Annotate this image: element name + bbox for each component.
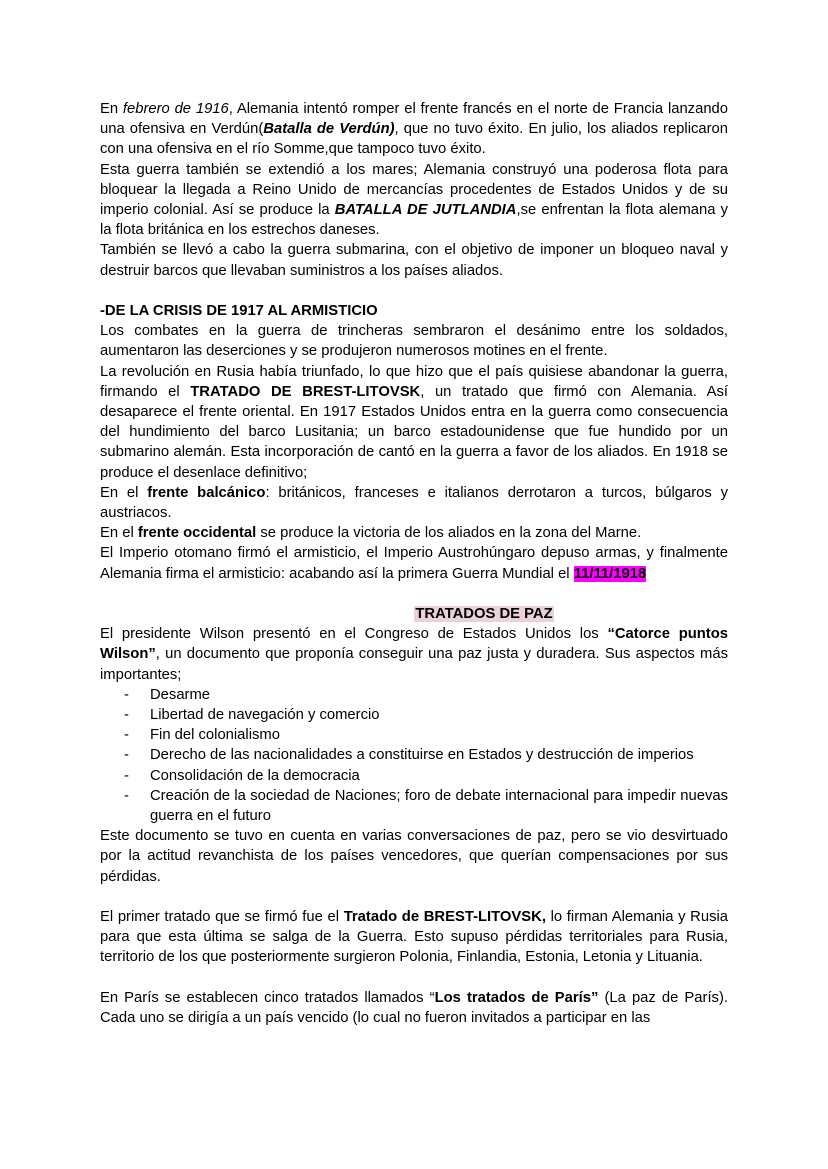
paragraph-revanchism: Este documento se tuvo en cuenta en varias conversaciones de paz, pero se vio desvirtuado por la actitud revanchista de los países vencedores, que querían compensaciones por sus pérdidas. bbox=[100, 828, 728, 885]
text: En el bbox=[100, 484, 148, 501]
text: La revolución en Rusia había triunfado, lo que hizo que el país quisiese abandonar la guerra, firmando el bbox=[100, 363, 728, 400]
paragraph-balkan-front bbox=[100, 483, 728, 523]
paragraph-jutlandia bbox=[100, 160, 728, 241]
text: En París se establecen cinco tratados llamados “ bbox=[100, 989, 435, 1006]
text: lo firman Alemania y Rusia para que esta última se salga de la Guerra. Esto supuso pérdidas territoriales para Rusia, territorio de los que posteriormente surgieron Polonia, Finlandia, Estonia, Letonia y Lituania. bbox=[100, 909, 728, 966]
battle-name: BATALLA DE JUTLANDIA bbox=[334, 202, 517, 219]
text: En el bbox=[100, 525, 138, 542]
section-heading: -DE LA CRISIS DE 1917 AL ARMISTICIO bbox=[100, 303, 378, 320]
text: ,se enfrentan la flota alemana y la flota británica en los estrechos daneses. bbox=[100, 202, 728, 239]
section-title-highlight: TRATADOS DE PAZ bbox=[415, 606, 553, 623]
treaty-name: TRATADO DE BREST-LITOVSK bbox=[190, 383, 421, 400]
list-item: - Desarme bbox=[124, 685, 728, 705]
spacer bbox=[100, 968, 728, 988]
paragraph-armistice bbox=[100, 543, 728, 583]
paragraph-trenches: Los combates en la guerra de trincheras sembraron el desánimo entre los soldados, aumentaron las deserciones y se produjeron numerosos motines en el frente. bbox=[100, 323, 728, 360]
list-item: - Derecho de las nacionalidades a constituirse en Estados y destrucción de imperios bbox=[124, 745, 728, 765]
wilson-points-list bbox=[100, 685, 728, 826]
text: El presidente Wilson presentó en el Congreso de Estados Unidos los bbox=[100, 626, 608, 643]
paragraph-paris bbox=[100, 988, 728, 1028]
paragraph-brest-litovsk bbox=[100, 907, 728, 968]
text: En bbox=[100, 101, 123, 117]
spacer bbox=[100, 887, 728, 907]
list-item: - Fin del colonialismo bbox=[124, 725, 728, 745]
text: , Alemania intentó romper el frente francés en el norte de Francia lanzando una ofensiva en Verdún( bbox=[100, 101, 729, 138]
treaty-name: Tratado de BREST-LITOVSK, bbox=[343, 909, 546, 926]
text: : británicos, franceses e italianos derrotaron a turcos, búlgaros y austriacos. bbox=[100, 484, 729, 522]
section-title bbox=[100, 604, 728, 624]
document-name: “Catorce puntos Wilson” bbox=[100, 626, 729, 663]
text: se produce la victoria de los aliados en la zona del Marne. bbox=[256, 525, 642, 542]
text: , que no tuvo éxito. En julio, los aliados replicaron con una ofensiva en el río Somme,que tampoco tuvo éxito. bbox=[100, 121, 728, 158]
treaty-name: Los tratados de París” bbox=[434, 989, 599, 1006]
paragraph-russia bbox=[100, 362, 728, 483]
list-item: - Libertad de navegación y comercio bbox=[124, 705, 728, 725]
front-name: frente occidental bbox=[137, 525, 257, 542]
paragraph-western-front bbox=[100, 523, 728, 543]
paragraph-submarine: También se llevó a cabo la guerra submarina, con el objetivo de imponer un bloqueo naval y destruir barcos que llevaban suministros a los países aliados. bbox=[100, 242, 728, 279]
text: El Imperio otomano firmó el armisticio, el Imperio Austrohúngaro depuso armas, y finalmente Alemania firma el armisticio: acabando así la primera Guerra Mundial el bbox=[100, 545, 728, 582]
spacer bbox=[100, 281, 728, 301]
armistice-date-highlight: 11/11/1918 bbox=[573, 565, 647, 582]
date-italic: febrero de 1916 bbox=[122, 101, 229, 117]
spacer bbox=[100, 584, 728, 604]
list-item: - Creación de la sociedad de Naciones; foro de debate internacional para impedir nuevas guerra en el futuro bbox=[124, 786, 728, 826]
text: Esta guerra también se extendió a los mares; Alemania construyó una poderosa flota para bloquear la llegada a Reino Unido de mercancías procedentes de Estados Unidos y de su imperio colonial. Así se produce la bbox=[100, 161, 728, 219]
list-item: - Consolidación de la democracia bbox=[124, 766, 728, 786]
battle-name: Batalla de Verdún) bbox=[263, 121, 395, 138]
text: , un tratado que firmó con Alemania. Así desaparece el frente oriental. En 1917 Estados Unidos entra en la guerra como consecuencia del hundimiento del barco Lusitania; un barco estadounidense que fue hundido por un submarino alemán. Esta incorporación de cantó en la guerra a favor de los aliados. En 1918 se produce el desenlace definitivo; bbox=[100, 383, 728, 481]
paragraph-verdun bbox=[100, 99, 728, 160]
paragraph-wilson bbox=[100, 624, 728, 685]
text: (La paz de París). Cada uno se dirigía a un país vencido (lo cual no fueron invitados a participar en las bbox=[100, 989, 728, 1027]
document-body bbox=[100, 99, 728, 1028]
text: El primer tratado que se firmó fue el bbox=[100, 909, 344, 926]
front-name: frente balcánico bbox=[147, 484, 266, 501]
text: , un documento que proponía conseguir una paz justa y duradera. Sus aspectos más importantes; bbox=[100, 646, 728, 683]
